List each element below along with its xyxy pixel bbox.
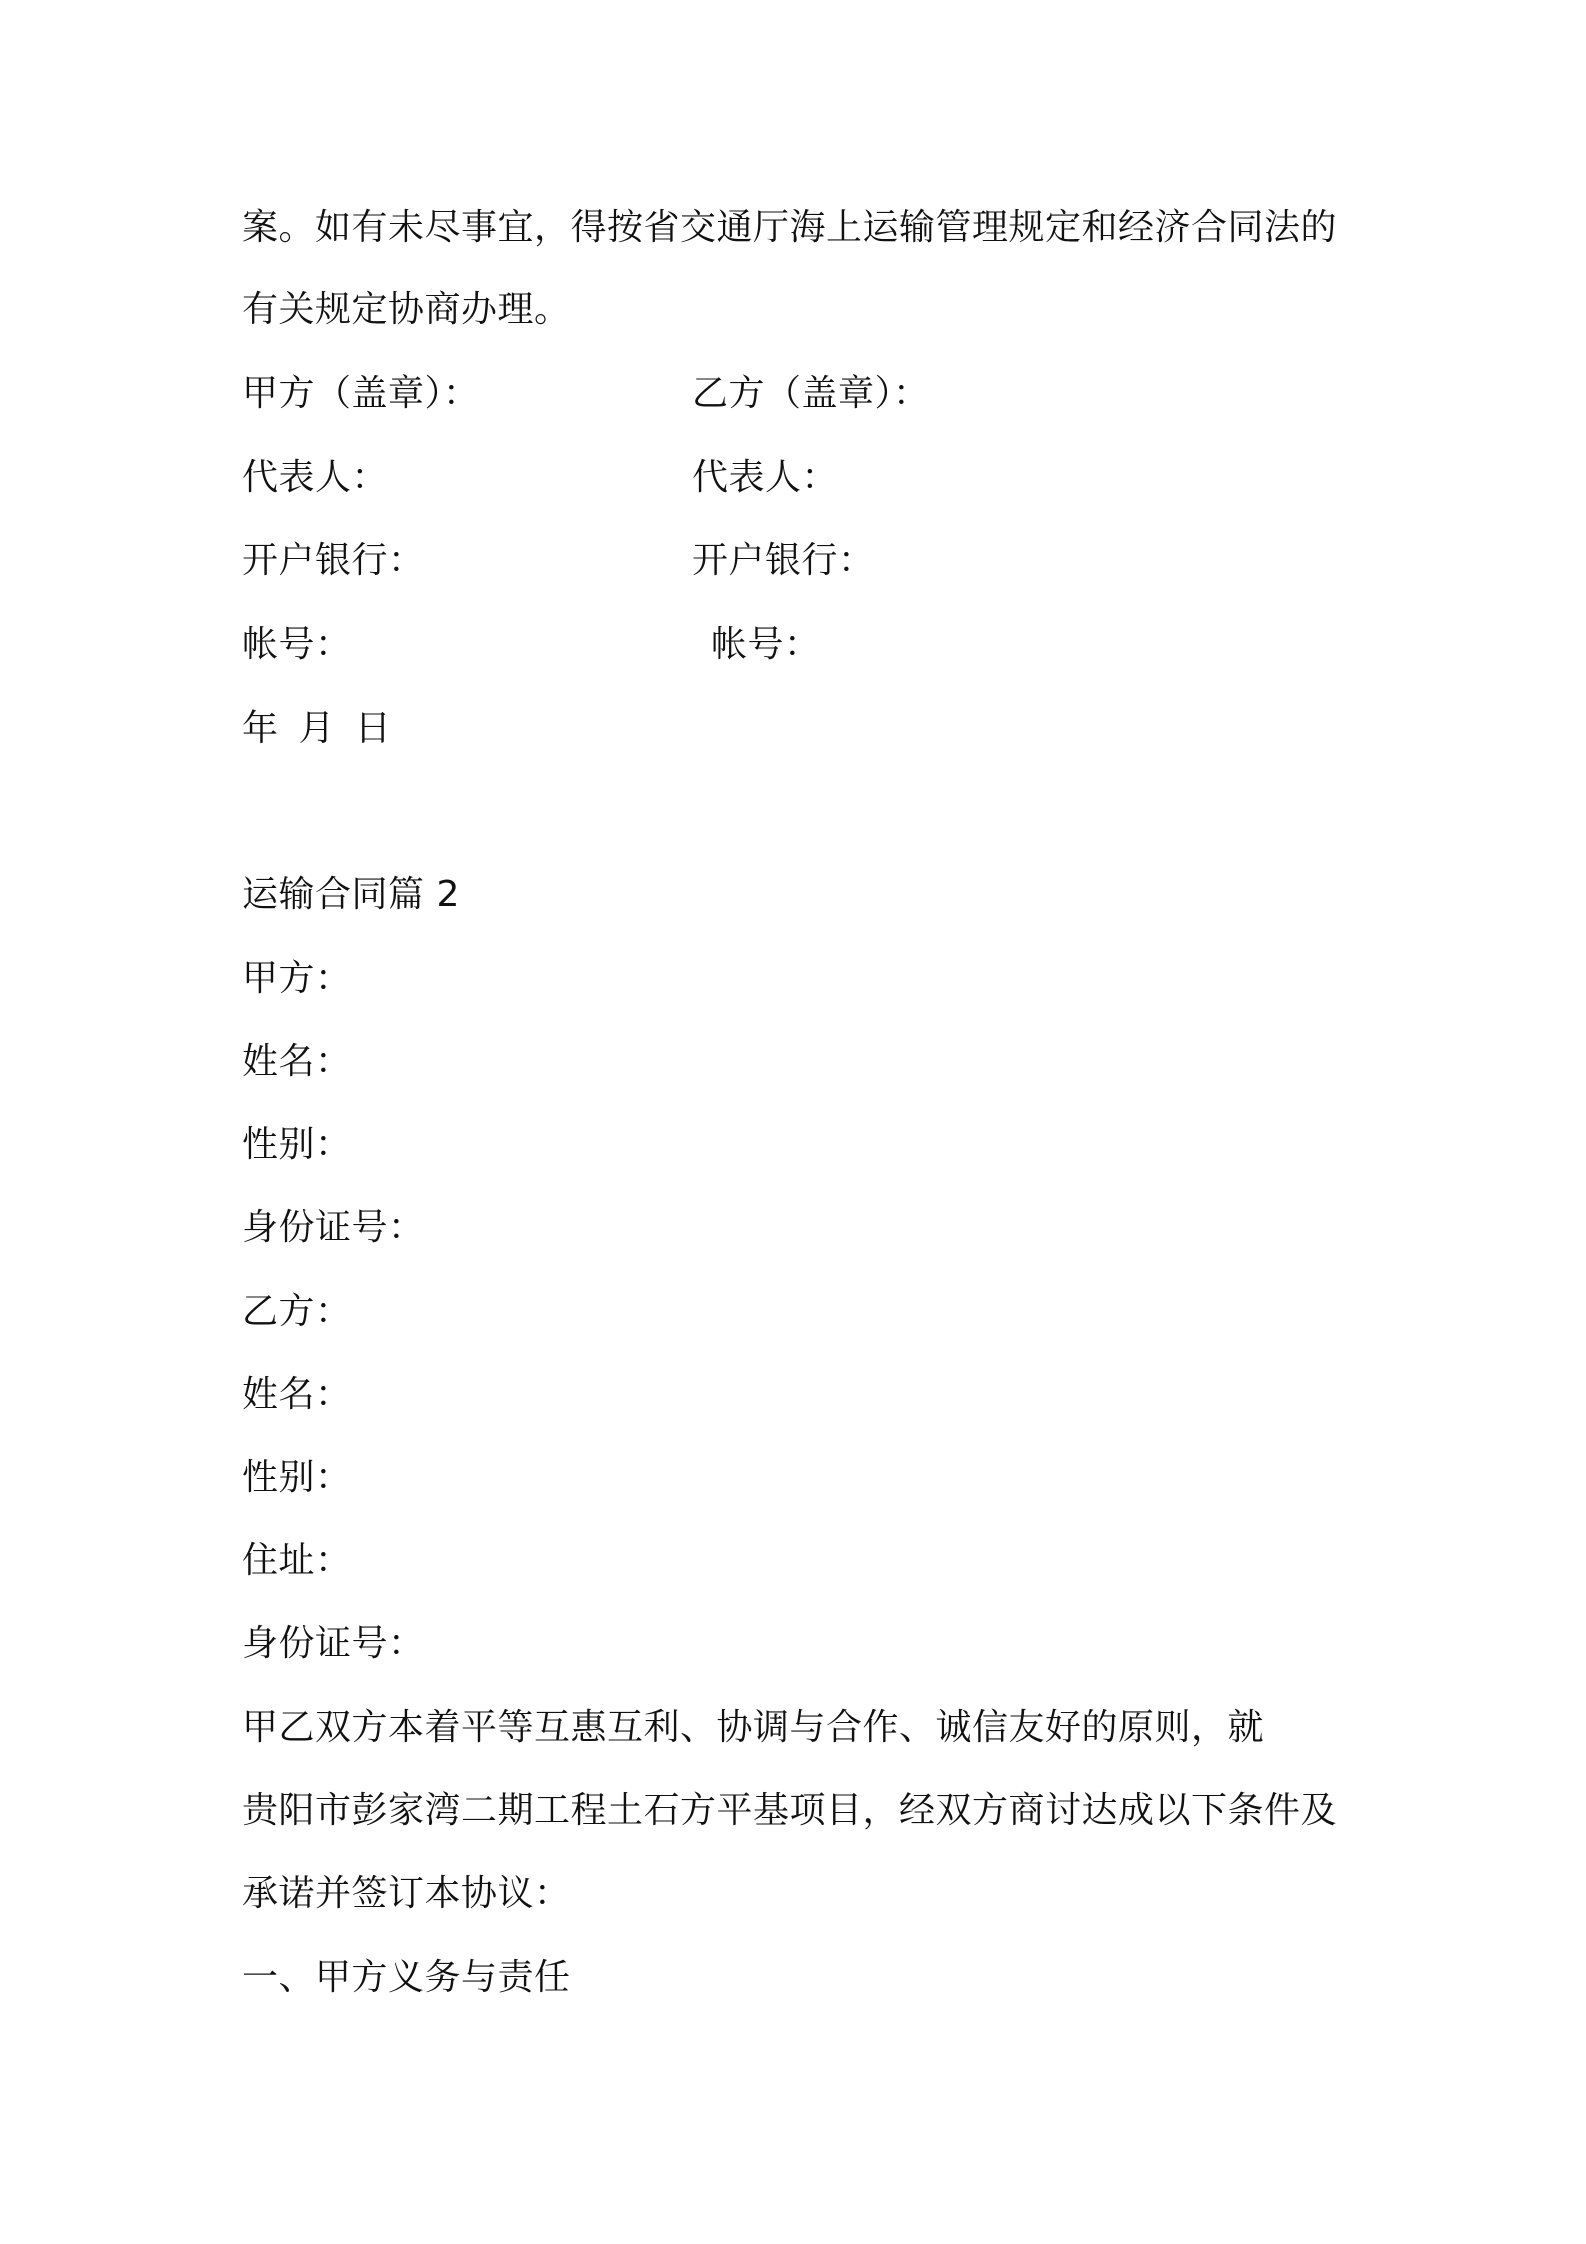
signature-date: 年 月 日: [242, 708, 392, 749]
section-1-heading: 一、甲方义务与责任: [242, 1957, 571, 1998]
party-b-account-label: 帐号：: [711, 624, 821, 665]
party-a-seal-label: 甲方（盖章）：: [242, 373, 480, 414]
intro-paragraph-line-2: 贵阳市彭家湾二期工程土石方平基项目，经双方商讨达成以下条件及: [242, 1790, 1338, 1831]
clause-text-line-1: 案。如有未尽事宜，得按省交通厅海上运输管理规定和经济合同法的: [242, 207, 1338, 248]
contract-title: 运输合同篇 2: [242, 874, 460, 915]
party-b-gender-label: 性别：: [242, 1457, 352, 1498]
clause-text-line-2: 有关规定协商办理。: [242, 289, 571, 330]
party-a-label: 甲方：: [242, 958, 352, 999]
party-b-name-label: 姓名：: [242, 1374, 352, 1415]
party-b-representative-label: 代表人：: [692, 457, 839, 498]
party-a-representative-label: 代表人：: [242, 457, 389, 498]
intro-paragraph-line-1: 甲乙双方本着平等互惠互利、协调与合作、诚信友好的原则，就: [242, 1707, 1265, 1748]
intro-paragraph-line-3: 承诺并签订本协议：: [242, 1873, 571, 1914]
party-b-id-label: 身份证号：: [242, 1623, 425, 1664]
party-a-id-label: 身份证号：: [242, 1207, 425, 1248]
party-b-label: 乙方：: [242, 1291, 352, 1332]
party-a-account-label: 帐号：: [242, 624, 352, 665]
party-b-address-label: 住址：: [242, 1540, 352, 1581]
party-a-name-label: 姓名：: [242, 1041, 352, 1082]
party-b-seal-label: 乙方（盖章）：: [692, 373, 930, 414]
party-b-bank-label: 开户银行：: [692, 540, 875, 581]
party-a-gender-label: 性别：: [242, 1124, 352, 1165]
party-a-bank-label: 开户银行：: [242, 540, 425, 581]
